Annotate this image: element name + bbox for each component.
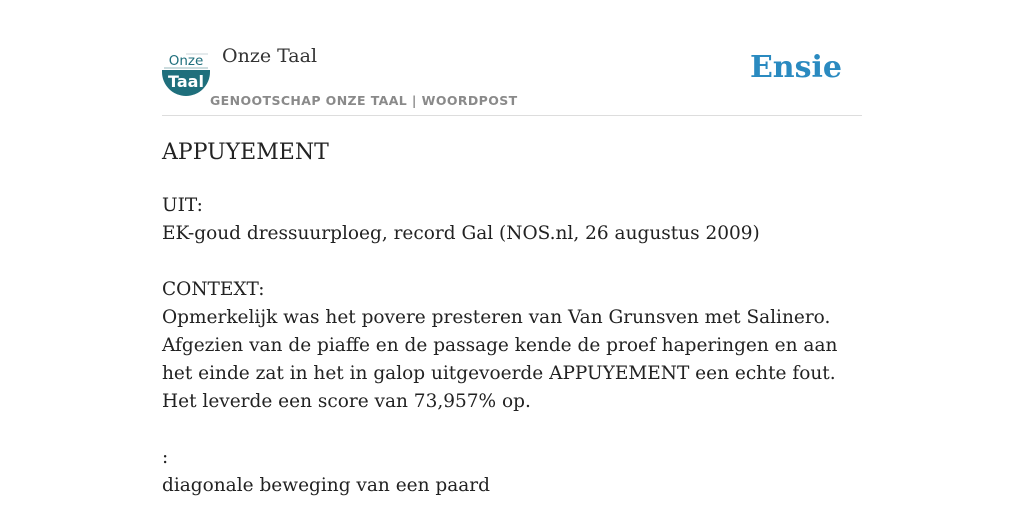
source-label: UIT:	[162, 195, 203, 216]
page	[162, 0, 862, 512]
definition-label: :	[162, 447, 169, 468]
logo-top-text: Onze	[168, 53, 204, 69]
spacer	[162, 416, 862, 444]
header	[162, 0, 862, 116]
entry-body	[162, 192, 862, 500]
site-name[interactable]: Onze Taal	[222, 45, 318, 67]
logo-bottom-text: Taal	[168, 72, 204, 91]
site-subtitle: GENOOTSCHAP ONZE TAAL | WOORDPOST	[210, 93, 518, 108]
context-text: Opmerkelijk was het povere presteren van Van Grunsven met Salinero. Afgezien van de piaffe en de passage kende de proef haperingen en aan het einde zat in het in galop uitgevoerde APPUYEMENT een echte fout. Het leverde een score van 73,957% op.	[162, 307, 838, 412]
spacer	[162, 248, 862, 276]
entry-title: APPUYEMENT	[162, 140, 329, 165]
context-label: CONTEXT:	[162, 279, 265, 300]
source-text: EK-goud dressuurploeg, record Gal (NOS.nl, 26 augustus 2009)	[162, 223, 760, 244]
definition-text: diagonale beweging van een paard	[162, 475, 490, 496]
onze-taal-logo[interactable]	[162, 48, 210, 96]
ensie-brand[interactable]: Ensie	[749, 50, 842, 85]
logo-graphic	[162, 48, 210, 96]
